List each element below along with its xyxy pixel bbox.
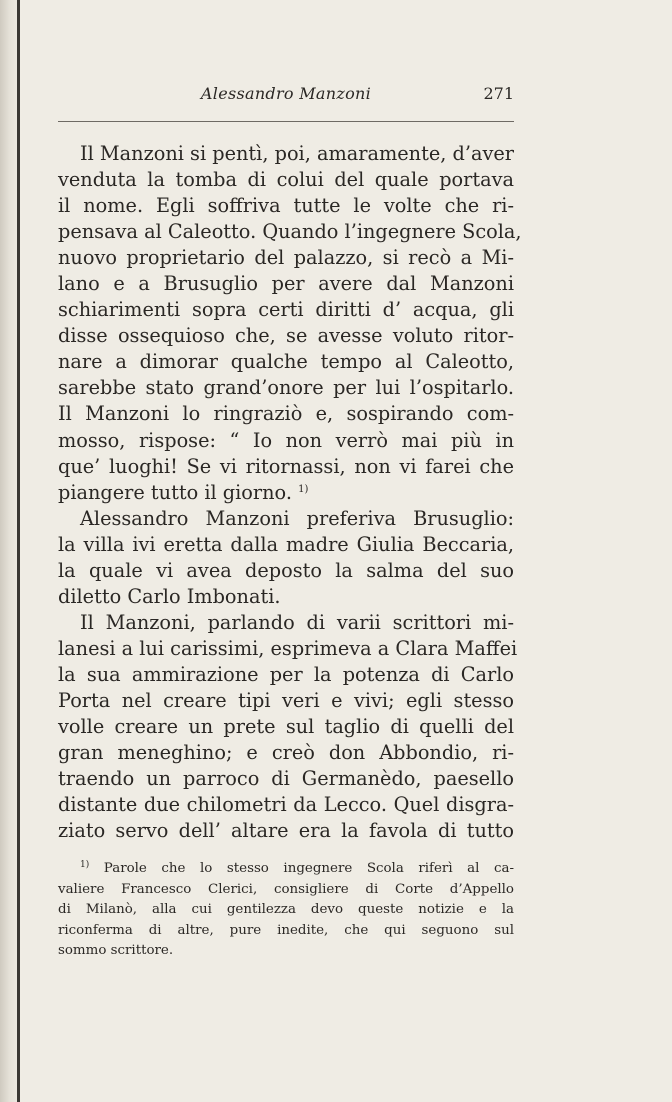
text-line: Il Manzoni, parlando di varii scrittori mi-	[80, 610, 514, 634]
text-line: que’ luoghi! Se vi ritornassi, non vi farei che	[58, 454, 514, 478]
footnote	[58, 859, 514, 962]
footnote-line: valiere Francesco Clerici, consigliere di Corte d’Appello	[58, 881, 514, 897]
text-line: Il Manzoni si pentì, poi, amaramente, d’aver	[80, 142, 514, 165]
text-line: distante due chilometri da Lecco. Quel disgra-	[58, 793, 514, 817]
text-line: Il Manzoni lo ringraziò e, sospirando com-	[58, 402, 514, 426]
footnote-line-content: Parole che lo stesso ingegnere Scola riferì al ca-	[103, 861, 514, 876]
text-line: la villa ivi eretta dalla madre Giulia Beccaria,	[58, 532, 514, 556]
text-line: Alessandro Manzoni preferiva Brusuglio:	[80, 506, 514, 530]
text-line: lanesi a lui carissimi, esprimeva a Clara Maffei	[58, 636, 518, 660]
header-rule	[58, 121, 514, 122]
text-line: pensava al Caleotto. Quando l’ingegnere Scola,	[58, 220, 522, 244]
text-line: schiarimenti sopra certi diritti d’ acqua, gli	[58, 298, 514, 322]
footnote-line	[58, 859, 514, 880]
text-line: nare a dimorar qualche tempo al Caleotto,	[58, 350, 514, 374]
text-line: volle creare un prete sul taglio di quelli del	[58, 715, 514, 739]
footnote-line: sommo scrittore.	[58, 943, 174, 958]
text-line: venduta la tomba di colui del quale portava	[58, 168, 514, 192]
footnote-line: riconferma di altre, pure inedite, che qui seguono sul	[58, 922, 514, 938]
text-line: ziato servo dell’ altare era la favola di tutto	[58, 819, 514, 843]
text-line: mosso, rispose: “ Io non verrò mai più in	[58, 428, 514, 452]
text-line: nuovo proprietario del palazzo, si recò a Mi-	[58, 246, 514, 270]
footnote-reference: 1)	[298, 483, 309, 495]
footnote-marker: 1)	[80, 860, 90, 870]
text-line: gran meneghino; e creò don Abbondio, ri-	[58, 741, 514, 765]
text-line: lano e a Brusuglio per avere dal Manzoni	[58, 272, 514, 296]
text-line: Porta nel creare tipi veri e vivi; egli stesso	[58, 688, 514, 712]
text-line	[58, 480, 514, 506]
text-line: la quale vi avea deposto la salma del suo	[58, 558, 514, 582]
text-line: il nome. Egli soffriva tutte le volte che ri-	[58, 194, 514, 218]
text-line-content: piangere tutto il giorno.	[58, 480, 292, 504]
text-line: disse ossequioso che, se avesse voluto ritor-	[58, 324, 514, 348]
footnote-line: di Milanò, alla cui gentilezza devo queste notizie e la	[58, 902, 514, 917]
running-header	[58, 84, 514, 112]
page-gutter-line	[17, 0, 20, 1102]
body-text	[58, 141, 522, 844]
running-title: Alessandro Manzoni	[200, 84, 372, 103]
text-line: traendo un parroco di Germanèdo, paesello	[58, 767, 514, 791]
text-line: sarebbe stato grand’onore per lui l’ospitarlo.	[58, 376, 514, 400]
text-line: diletto Carlo Imbonati.	[58, 584, 281, 608]
page-number: 271	[483, 84, 514, 103]
text-line: la sua ammirazione per la potenza di Carlo	[58, 662, 514, 686]
